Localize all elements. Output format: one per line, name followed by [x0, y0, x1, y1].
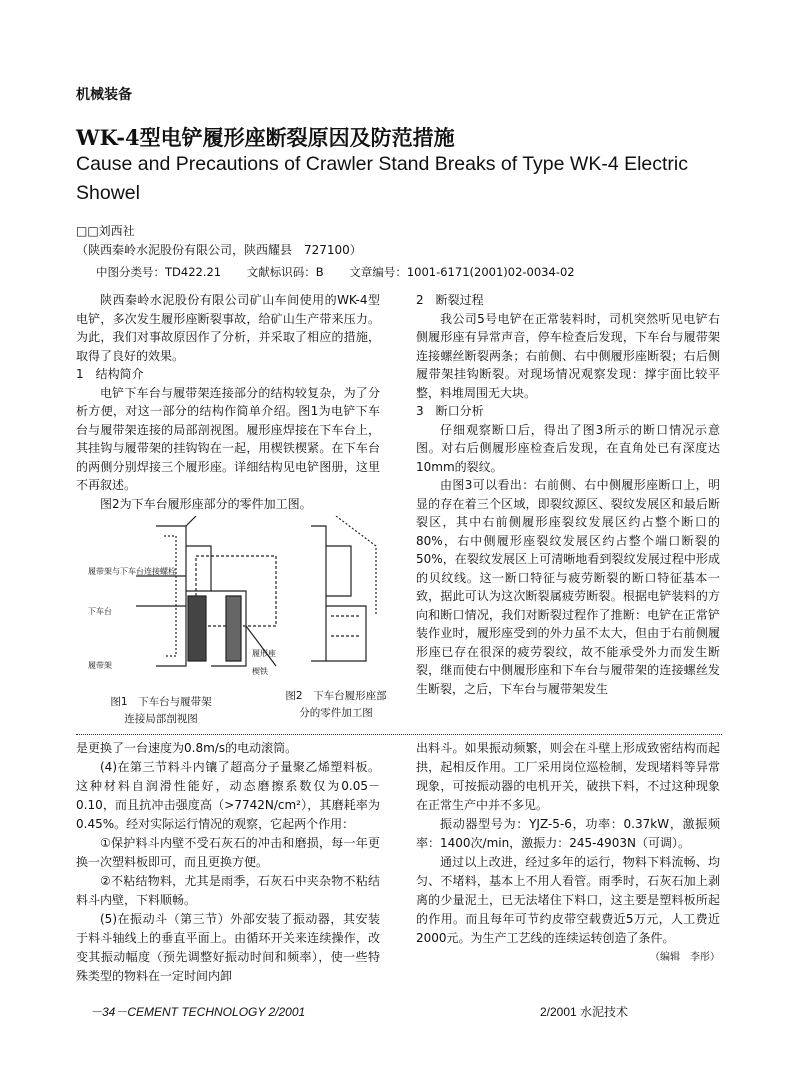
heading-fracture-analysis: 3 断口分析 [416, 404, 484, 418]
author: □□刘西社 [76, 224, 135, 238]
figure-1-drawing [136, 516, 276, 666]
figures-area [76, 516, 386, 728]
article-meta [96, 264, 597, 280]
fig1-caption-line1: 图1 下车台与履带架 [110, 696, 212, 708]
fig1-label-frame: 履带架 [88, 661, 112, 670]
clc-number: 中图分类号：TD422.21 [96, 265, 222, 279]
title-english: Cause and Precautions of Crawler Stand Breaks of Type WK-4 Electric Showel [76, 153, 689, 204]
right-column-top [416, 291, 720, 698]
paragraph-intro: 陕西秦岭水泥股份有限公司矿山车间使用的WK-4型电铲，多次发生履形座断裂事故，给矿山生产带来压力。为此，我们对事故原因作了分析，并采取了相应的措施，取得了良好的效果。 [76, 293, 380, 363]
paragraph-vibrator-spec: 振动器型号为：YJZ-5-6，功率：0.37kW，激振频率：1400次/min，激振力：245-4903N（可调）。 [416, 817, 720, 850]
heading-structure: 1 结构简介 [76, 367, 144, 381]
left-column-bottom [76, 739, 380, 986]
left-column-top [76, 291, 380, 513]
paragraph-item-5: (5)在振动斗（第三节）外部安装了振动器，其安装于料斗轴线上的垂直平面上。由循环开关来连续操作，改变其振动幅度（预先调整好振动时间和频率），使一些特殊类型的物料在一定时间内卸 [76, 912, 380, 983]
paragraph-item-4-2: ②不粘结物料，尤其是雨季，石灰石中夹杂物不粘结料斗内壁，下料顺畅。 [76, 874, 380, 907]
figure-2-caption [276, 688, 396, 722]
footer-left: －34－CEMENT TECHNOLOGY 2/2001 [90, 1005, 306, 1019]
fig2-caption-line1: 图2 下车台履形座部 [285, 690, 387, 702]
article-number: 文章编号：1001-6171(2001)02-0034-02 [349, 265, 575, 279]
paragraph-discharge: 出料斗。如果振动频繁，则会在斗壁上形成致密结构而起拱，起相反作用。工厂采用岗位巡检制，发现堵料等异常现象，可按振动器的电机开关，破拱下料，不过这种现象在正常生产中并不多见。 [416, 741, 720, 812]
affiliation: （陕西秦岭水泥股份有限公司，陕西耀县 727100） [76, 243, 362, 257]
figure-1-caption [76, 694, 246, 728]
paragraph-result: 通过以上改进，经过多年的运行，物料下料流畅、均匀、不堵料，基本上不用人看管。雨季时，石灰石加上剥离的少量泥土，已无法堵住下料口，这主要是塑料板所起的作用。而且每年可节约皮带空载费近5万元，人工费近2000元。为生产工艺线的连续运转创造了条件。 [416, 855, 720, 945]
fig2-caption-line2: 分的零件加工图 [299, 707, 373, 719]
paragraph-fracture-1: 仔细观察断口后，得出了图3所示的断口情况示意图。对右后侧履形座检查后发现，在直角处已有深度达10mm的裂纹。 [416, 422, 720, 474]
paragraph-structure: 电铲下车台与履带架连接部分的结构较复杂，为了分析方便，对这一部分的结构作简单介绍。图1为电铲下车台与履带架连接的局部剖视图。履形座焊接在下车台上，其挂钩与履带架的挂钩钩在一起，用楔铁楔紧。在下车台的两侧分别焊接三个履形座。详细结构见电铲图册，这里不再叙述。 [76, 385, 380, 492]
figure-drawings [76, 516, 386, 686]
figure-2-drawing [311, 516, 376, 661]
paragraph-fig2-ref: 图2为下车台履形座部分的零件加工图。 [100, 496, 312, 511]
section-tag: 机械装备 [76, 87, 132, 103]
fig1-label-stand: 履形座 [252, 649, 276, 658]
editor-credit: （编辑 李彤） [650, 952, 720, 963]
paragraph-break-process: 我公司5号电铲在正常装料时，司机突然听见电铲右侧履形座有异常声音，停车检查后发现，下车台与履带架连接螺丝断裂两条；右前侧、右中侧履形座断裂；右后侧履带架挂钩断裂。对现场情况观察发现：撑宇面比较平整，料堆周围无大块。 [416, 311, 720, 400]
heading-break-process: 2 断裂过程 [416, 293, 484, 307]
fig1-label-wedge: 楔铁 [252, 667, 268, 676]
title-chinese: WK-4型电铲履形座断裂原因及防范措施 [76, 125, 455, 150]
section-divider [76, 734, 722, 735]
footer-right: 2/2001 水泥技术 [540, 1005, 629, 1019]
document-code: 文献标识码：B [246, 265, 324, 279]
fig1-label-bolt: 履带架与下车台连接螺栓 [88, 567, 176, 576]
paragraph-item-4-1: ①保护料斗内壁不受石灰石的冲击和磨损，每一年更换一次塑料板即可，而且更换方便。 [76, 836, 380, 869]
fig1-label-car: 下车台 [88, 607, 112, 616]
right-column-bottom [416, 739, 720, 967]
paragraph-item-4: (4)在第三节料斗内镶了超高分子量聚乙烯塑料板。这种材料自润滑性能好，动态磨擦系数仅为0.05－0.10，而且抗冲击强度高（>7742N/cm²），其磨耗率为0.45%。经对实际运行情况的观察，它起两个作用： [76, 760, 380, 831]
paragraph-continued: 是更换了一台速度为0.8m/s的电动滚筒。 [76, 741, 298, 755]
fig1-caption-line2: 连接局部剖视图 [124, 713, 198, 725]
paragraph-fracture-2: 由图3可以看出：右前侧、右中侧履形座断口上，明显的存在着三个区域，即裂纹源区、裂纹发展区和最后断裂区，其中右前侧履形座裂纹发展区约占整个断口的80%，右中侧履形座裂纹发展区约占整个端口断裂的50%，在裂纹发展区上可清晰地看到裂纹发展过程中形成的贝纹线。这一断口特征与疲劳断裂的断口特征基本一致，据此可认为这次断裂属疲劳断裂。根据电铲装料的方向和断口情况，我们对断裂过程作了推断：电铲在正常铲装作业时，履形座受到的外力虽不太大，但由于右前侧履形座已存在很深的疲劳裂纹，故不能承受外力而发生断裂，继而使右中侧履形座和下车台与履带架的连接螺丝发生断裂，之后，下车台与履带架发生 [416, 478, 720, 696]
